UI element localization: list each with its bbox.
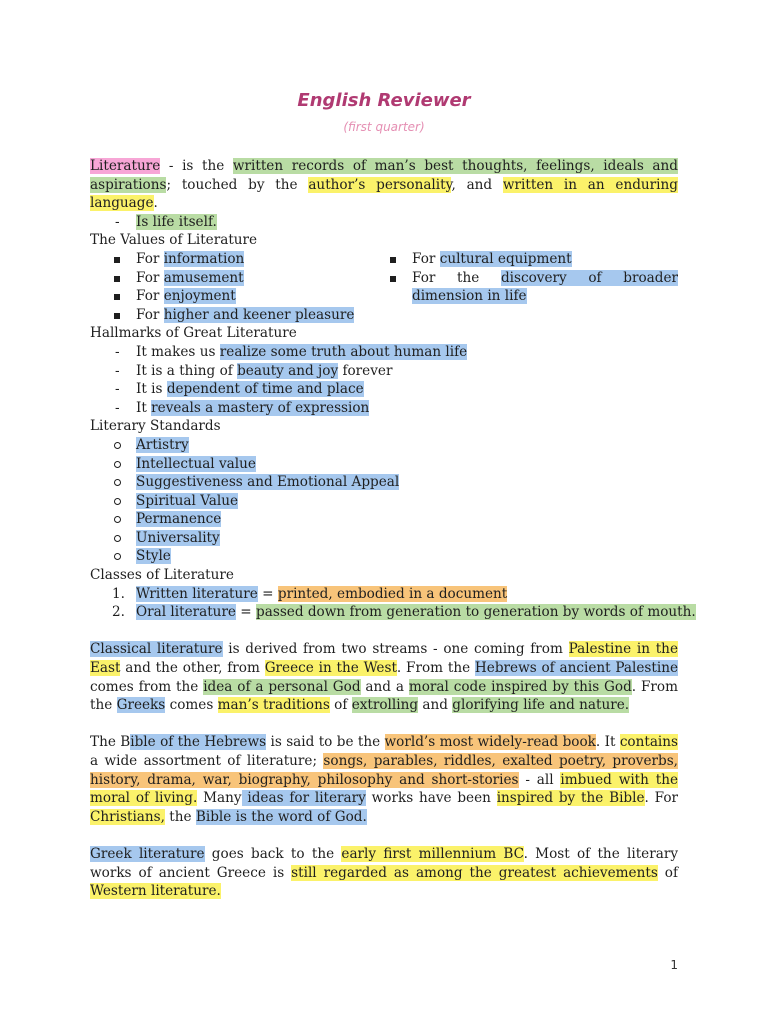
highlight: Oral literature [136,604,236,621]
list-item [90,547,678,566]
highlight: information [163,250,245,267]
highlight: Greece in the West [264,660,397,677]
highlight: man’s traditions [217,697,330,714]
text-run: and the other, from [120,660,265,677]
text-run: The B [90,734,131,751]
text-run: For [136,306,164,323]
highlight: Is life itself. [136,213,217,230]
highlight: Western literature. [90,883,221,900]
dash-bullet: - [115,381,120,398]
list-item [90,362,678,381]
list-item [90,436,678,455]
circle-bullet [114,461,121,468]
list-item [90,510,678,529]
text-run: It is a thing of [136,362,238,379]
document-body [90,157,696,901]
highlight: discovery of broader dimension in life [412,269,678,305]
text-run: It [136,399,152,416]
highlight: ible of the Hebrews [130,734,267,751]
list-item [90,399,678,418]
circle-bullet [114,516,121,523]
list-item [90,269,384,288]
list-item [90,585,678,604]
text-run: For [136,269,164,286]
definition-highlight: written records of man’s best thoughts, feelings, ideals and aspirations [90,158,678,193]
square-bullet [114,276,120,282]
list-item [90,287,384,306]
section-heading-standards: Literary Standards [90,418,221,435]
text-run: For [136,288,164,305]
highlight: songs, parables, riddles, exalted poetry, proverbs, history, drama, war, biography, philosophy and short-stories [90,753,679,788]
paragraph-greek-literature [90,845,678,901]
dash-bullet: - [115,343,120,360]
text-run: works have been [365,790,497,807]
list-item [366,269,678,306]
list-number: 2. [112,604,125,621]
highlight: Written literature [136,585,258,602]
text-run: It is [136,381,167,398]
page-number: 1 [670,958,678,972]
highlight: Greeks [116,697,166,714]
section-heading-values: The Values of Literature [90,232,258,249]
dash-bullet: - [115,213,120,230]
definition-highlight: written in an enduring language [90,176,678,212]
text-run: For the [412,269,501,286]
values-right-column [384,250,678,324]
dash-bullet: - [115,399,120,416]
highlight: Intellectual value [136,455,256,472]
highlight: inspired by the Bible [496,790,645,807]
highlight: glorifying life and nature. [452,697,630,714]
highlight: Style [136,548,171,565]
document-title: English Reviewer [297,90,471,111]
highlight: Suggestiveness and Emotional Appeal [136,474,400,491]
text-run: = [257,585,278,602]
text-run: - all [518,771,561,788]
text-run: of [329,697,352,714]
highlight: beauty and joy [237,362,339,379]
paragraph-bible [90,733,678,826]
highlight: cultural equipment [439,250,572,267]
highlight: early first millennium BC [341,845,524,862]
highlight: Classical literature [90,641,223,658]
square-bullet [114,294,120,300]
circle-bullet [114,498,121,505]
text-run: of [657,864,678,881]
text-run: , and [451,176,503,193]
highlight: Hebrews of ancient Palestine [474,660,679,677]
section-heading-hallmarks: Hallmarks of Great Literature [90,325,297,342]
text-run: Many [197,790,242,807]
highlight: reveals a mastery of expression [151,399,370,416]
text-run: . [153,195,158,212]
highlight: Universality [136,529,220,546]
list-item [366,250,678,269]
highlight: idea of a personal God [203,678,361,695]
text-run: . Most of the literary works of ancient Greece is [90,845,678,881]
text-run: - is the [160,158,233,174]
list-item [90,473,678,492]
highlight: Spiritual Value [136,492,239,509]
text-run: the [164,808,196,825]
text-run: ; touched by the [166,176,309,193]
paragraph-classical-literature [90,640,678,714]
highlight: passed down from generation to generation by words of mouth. [256,604,696,621]
list-item [90,380,678,399]
highlight: contains [619,734,679,751]
dash-bullet: - [115,362,120,379]
highlight: printed, embodied in a document [277,585,508,602]
highlight: dependent of time and place [166,381,364,398]
highlight: Christians, [90,808,165,825]
text-run: and [418,697,453,714]
highlight: still regarded as among the greatest achievements [291,864,658,881]
square-bullet [114,257,120,263]
highlight: Permanence [136,511,222,528]
list-item [90,250,384,269]
text-run: For [136,250,164,267]
section-heading-classes: Classes of Literature [90,567,234,584]
list-item [90,529,678,548]
list-item [90,492,678,511]
square-bullet [114,313,120,319]
square-bullet [390,257,396,263]
list-item [90,213,678,232]
highlight: ideas for literary [241,790,366,807]
text-run: a wide assortment of literature; [90,753,324,769]
text-run: It makes us [136,343,220,360]
values-left-column [90,250,384,324]
text-run: goes back to the [204,845,342,862]
definition-highlight: author’s personality [308,176,452,193]
text-run: For [412,250,440,267]
text-run: = [235,604,257,621]
square-bullet [390,276,396,282]
text-run: . From the [90,678,678,714]
text-run: comes [165,697,218,714]
list-number: 1. [112,585,125,602]
circle-bullet [114,535,121,542]
list-item [90,306,384,325]
text-run: and a [360,678,409,695]
highlight: Greek literature [90,845,205,862]
term-highlight: Literature [90,158,161,174]
circle-bullet [114,553,121,560]
text-run: . It [595,734,620,751]
list-item [90,343,678,362]
document-subtitle: (first quarter) [343,120,425,134]
text-run: forever [338,362,393,379]
highlight: Palestine in the East [90,641,678,677]
highlight: Bible is the word of God. [195,808,367,825]
highlight: extrolling [351,697,419,714]
highlight: realize some truth about human life [219,343,468,360]
highlight: enjoyment [163,288,236,305]
highlight: world’s most widely-read book [384,734,596,751]
text-run: is derived from two streams - one coming from [222,641,569,658]
circle-bullet [114,442,121,449]
list-item [90,455,678,474]
highlight: higher and keener pleasure [163,306,355,323]
text-run: . From the [396,660,475,677]
highlight: imbued with the moral of living. [90,771,679,807]
text-run: comes from the [90,678,204,695]
highlight: amusement [163,269,244,286]
text-run: . For [644,790,678,807]
list-item [90,603,696,622]
highlight: moral code inspired by this God [408,678,632,695]
circle-bullet [114,479,121,486]
literature-definition [90,157,678,213]
values-columns [90,250,678,324]
highlight: Artistry [136,436,189,453]
text-run: is said to be the [266,734,385,751]
